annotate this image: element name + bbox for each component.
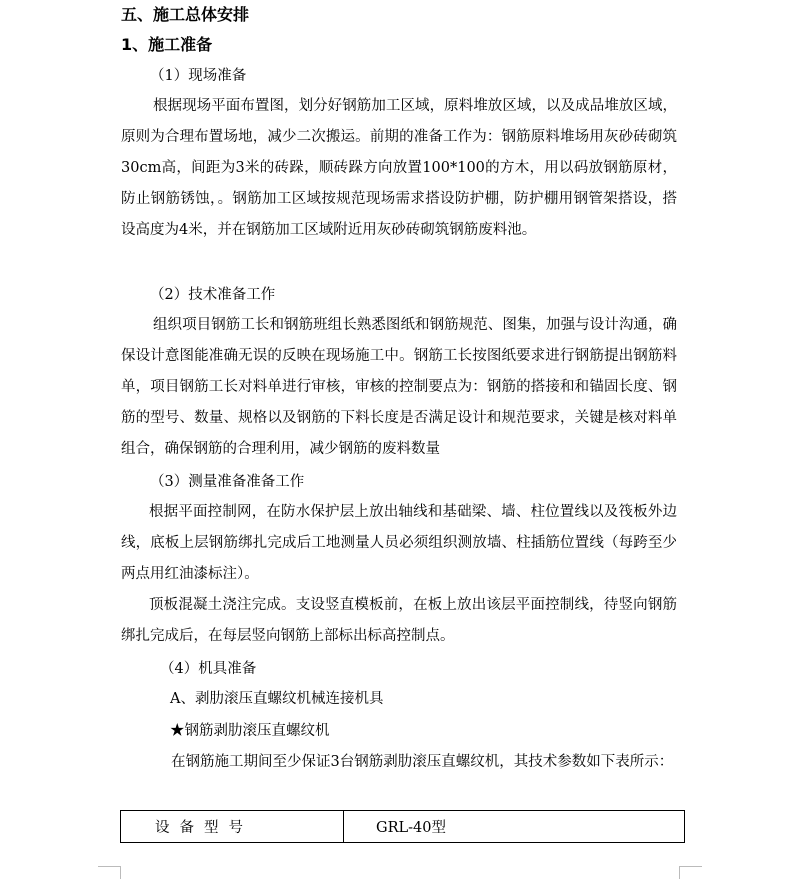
page-corner-mark-right [679, 866, 702, 879]
machine-prep-paragraph: 在钢筋施工期间至少保证3台钢筋剥肋滚压直螺纹机，其技术参数如下表所示： [171, 754, 674, 770]
spec-key-cell: 设备型号 [121, 811, 344, 843]
site-prep-heading: （1）现场准备 [150, 68, 247, 84]
spec-value-cell: GRL-40型 [344, 811, 685, 843]
table-row [121, 811, 685, 843]
spec-table [120, 810, 685, 843]
survey-prep-paragraph-1: 根据平面控制网，在防水保护层上放出轴线和基础梁、墙、柱位置线以及筏板外边线，底板上层钢筋绑扎完成后工地测量人员必须组织测放墙、柱插筋位置线（每跨至少两点用红油漆标注）。 [121, 504, 677, 582]
survey-prep-paragraph-2: 顶板混凝土浇注完成。支设竖直模板前，在板上放出该层平面控制线，待竖向钢筋绑扎完成后，在每层竖向钢筋上部标出标高控制点。 [121, 597, 677, 644]
machine-item-a: A、剥肋滚压直螺纹机械连接机具 [170, 691, 384, 707]
machine-prep-heading: （4）机具准备 [160, 661, 257, 677]
machine-item-star: ★钢筋剥肋滚压直螺纹机 [170, 723, 330, 739]
survey-prep-heading: （3）测量准备准备工作 [150, 474, 305, 490]
tech-prep-paragraph: 组织项目钢筋工长和钢筋班组长熟悉图纸和钢筋规范、图集，加强与设计沟通，确保设计意图能准确无误的反映在现场施工中。钢筋工长按图纸要求进行钢筋提出钢筋料单，项目钢筋工长对料单进行审核，审核的控制要点为：钢筋的搭接和和锚固长度、钢筋的型号、数量、规格以及钢筋的下料长度是否满足设计和规范要求，关键是核对料单组合，确保钢筋的合理利用，减少钢筋的废料数量 [121, 317, 677, 457]
subsection-title: 1、施工准备 [121, 35, 213, 54]
tech-prep-heading: （2）技术准备工作 [150, 287, 276, 303]
section-title: 五、施工总体安排 [121, 5, 250, 24]
page-corner-mark-left [98, 866, 121, 879]
site-prep-paragraph: 根据现场平面布置图，划分好钢筋加工区域，原料堆放区域，以及成品堆放区域，原则为合理布置场地，减少二次搬运。前期的准备工作为：钢筋原料堆场用灰砂砖砌筑30cm高，间距为3米的砖跺，顺砖跺方向放置100*100的方木，用以码放钢筋原材，防止钢筋锈蚀，。钢筋加工区域按规范现场需求搭设防护棚，防护棚用钢管架搭设，搭设高度为4米，并在钢筋加工区域附近用灰砂砖砌筑钢筋废料池。 [121, 98, 677, 238]
